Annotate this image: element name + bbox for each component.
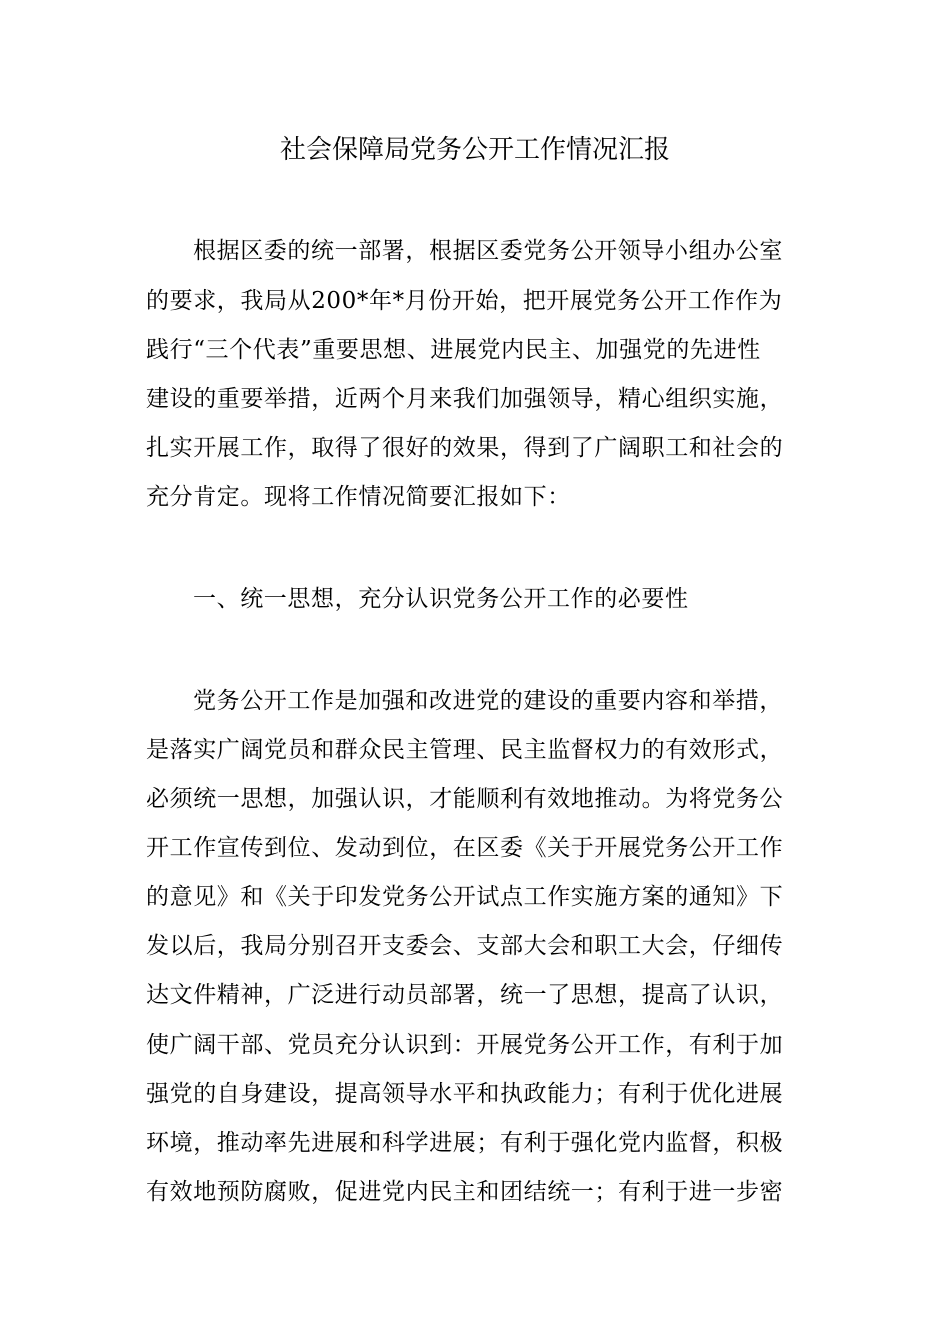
paragraph-line: 扎实开展工作，取得了很好的效果，得到了广阔职工和社会的 xyxy=(146,435,784,461)
paragraph-line: 必须统一思想，加强认识，才能顺利有效地推动。为将党务公 xyxy=(146,786,784,812)
paragraph-line: 强党的自身建设，提高领导水平和执政能力；有利于优化进展 xyxy=(146,1081,784,1107)
paragraph-line: 根据区委的统一部署，根据区委党务公开领导小组办公室 xyxy=(193,238,783,264)
paragraph-line: 达文件精神，广泛进行动员部署，统一了思想，提高了认识， xyxy=(146,982,784,1008)
paragraph-line: 的意见》和《关于印发党务公开试点工作实施方案的通知》下 xyxy=(146,884,784,910)
paragraph-line: 发以后，我局分别召开支委会、支部大会和职工大会，仔细传 xyxy=(146,933,784,959)
paragraph-line: 环境，推动率先进展和科学进展；有利于强化党内监督，积极 xyxy=(146,1130,784,1156)
paragraph-line: 充分肯定。现将工作情况简要汇报如下： xyxy=(146,484,571,510)
paragraph-line: 建设的重要举措，近两个月来我们加强领导，精心组织实施， xyxy=(146,386,784,412)
paragraph-line: 使广阔干部、党员充分认识到：开展党务公开工作，有利于加 xyxy=(146,1032,784,1058)
paragraph-line: 践行“三个代表”重要思想、进展党内民主、加强党的先进性 xyxy=(146,337,761,363)
section-heading: 一、统一思想，充分认识党务公开工作的必要性 xyxy=(193,586,689,612)
document-title: 社会保障局党务公开工作情况汇报 xyxy=(279,135,670,165)
paragraph-line: 的要求，我局从200*年*月份开始，把开展党务公开工作作为 xyxy=(146,288,783,314)
paragraph-line: 是落实广阔党员和群众民主管理、民主监督权力的有效形式， xyxy=(146,737,784,763)
paragraph-line: 开工作宣传到位、发动到位，在区委《关于开展党务公开工作 xyxy=(146,835,784,861)
paragraph-line: 党务公开工作是加强和改进党的建设的重要内容和举措， xyxy=(193,688,783,714)
paragraph-line: 有效地预防腐败，促进党内民主和团结统一；有利于进一步密 xyxy=(146,1179,784,1205)
